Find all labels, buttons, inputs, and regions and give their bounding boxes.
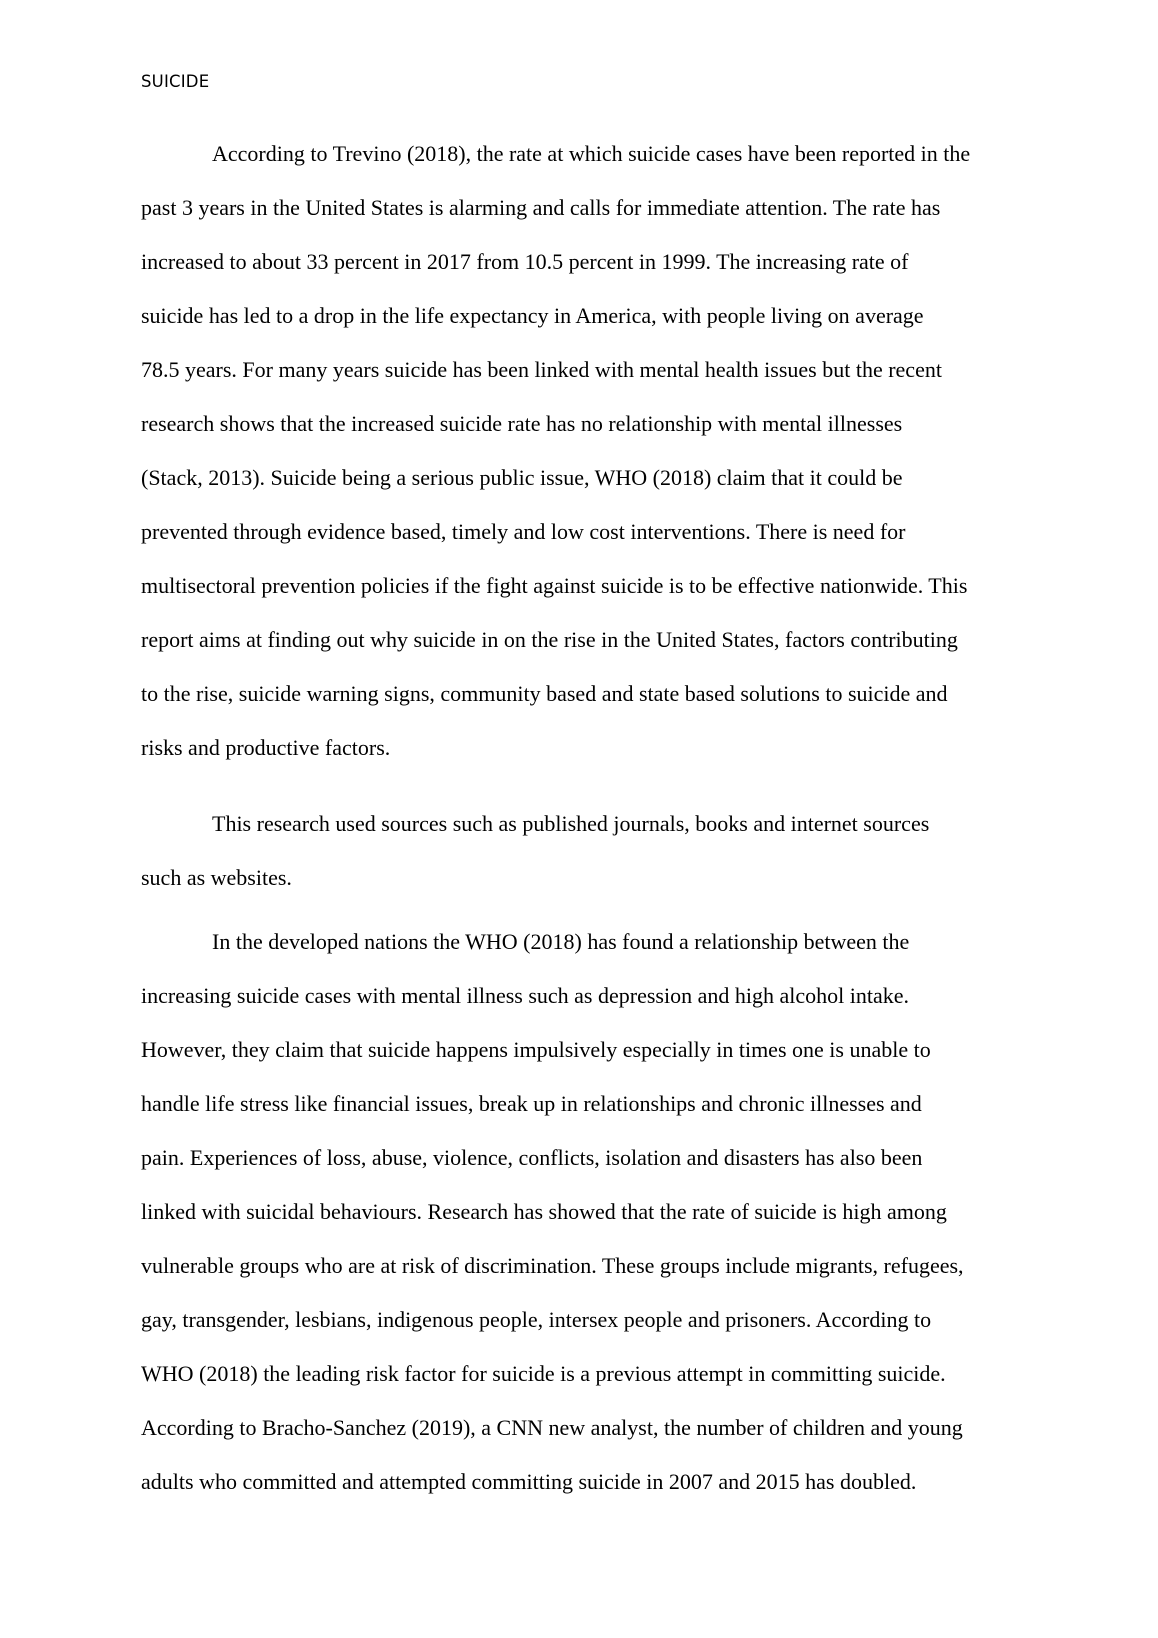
paragraph-line: research shows that the increased suicide rate has no relationship with mental illnesses — [141, 411, 903, 436]
paragraph-line: According to Bracho-Sanchez (2019), a CNN new analyst, the number of children and young — [141, 1415, 963, 1440]
paragraph-sources — [141, 797, 929, 905]
paragraph-line: 78.5 years. For many years suicide has been linked with mental health issues but the recent — [141, 357, 942, 382]
paragraph-line: handle life stress like financial issues, break up in relationships and chronic illnesses and — [141, 1091, 922, 1116]
running-head: SUICIDE — [141, 72, 210, 91]
paragraph-line: (Stack, 2013). Suicide being a serious public issue, WHO (2018) claim that it could be — [141, 465, 903, 490]
paragraph-line: increased to about 33 percent in 2017 from 10.5 percent in 1999. The increasing rate of — [141, 249, 909, 274]
paragraph-line: report aims at finding out why suicide in on the rise in the United States, factors contributing — [141, 627, 958, 652]
paragraph-line: vulnerable groups who are at risk of discrimination. These groups include migrants, refugees, — [141, 1253, 964, 1278]
paragraph-line: This research used sources such as published journals, books and internet sources — [212, 811, 930, 836]
paragraph-line: suicide has led to a drop in the life expectancy in America, with people living on average — [141, 303, 924, 328]
paragraph-line: However, they claim that suicide happens impulsively especially in times one is unable to — [141, 1037, 931, 1062]
paragraph-line: prevented through evidence based, timely and low cost interventions. There is need for — [141, 519, 906, 544]
paragraph-line: such as websites. — [141, 865, 292, 890]
paragraph-line: gay, transgender, lesbians, indigenous people, intersex people and prisoners. According to — [141, 1307, 932, 1332]
paragraph-intro — [141, 127, 970, 775]
paragraph-line: past 3 years in the United States is alarming and calls for immediate attention. The rate has — [141, 195, 941, 220]
paragraph-line: linked with suicidal behaviours. Research has showed that the rate of suicide is high among — [141, 1199, 947, 1224]
paragraph-line: adults who committed and attempted committing suicide in 2007 and 2015 has doubled. — [141, 1469, 917, 1494]
paragraph-line: increasing suicide cases with mental illness such as depression and high alcohol intake. — [141, 983, 909, 1008]
paragraph-line: to the rise, suicide warning signs, community based and state based solutions to suicide and — [141, 681, 948, 706]
paragraph-line: WHO (2018) the leading risk factor for suicide is a previous attempt in committing suicide. — [141, 1361, 946, 1386]
paragraph-line: According to Trevino (2018), the rate at which suicide cases have been reported in the — [212, 141, 971, 166]
paragraph-line: multisectoral prevention policies if the fight against suicide is to be effective nationwide. This — [141, 573, 968, 598]
paragraph-risk-factors — [141, 915, 964, 1509]
paragraph-line: risks and productive factors. — [141, 735, 391, 760]
paragraph-line: In the developed nations the WHO (2018) has found a relationship between the — [212, 929, 910, 954]
paragraph-line: pain. Experiences of loss, abuse, violence, conflicts, isolation and disasters has also been — [141, 1145, 923, 1170]
